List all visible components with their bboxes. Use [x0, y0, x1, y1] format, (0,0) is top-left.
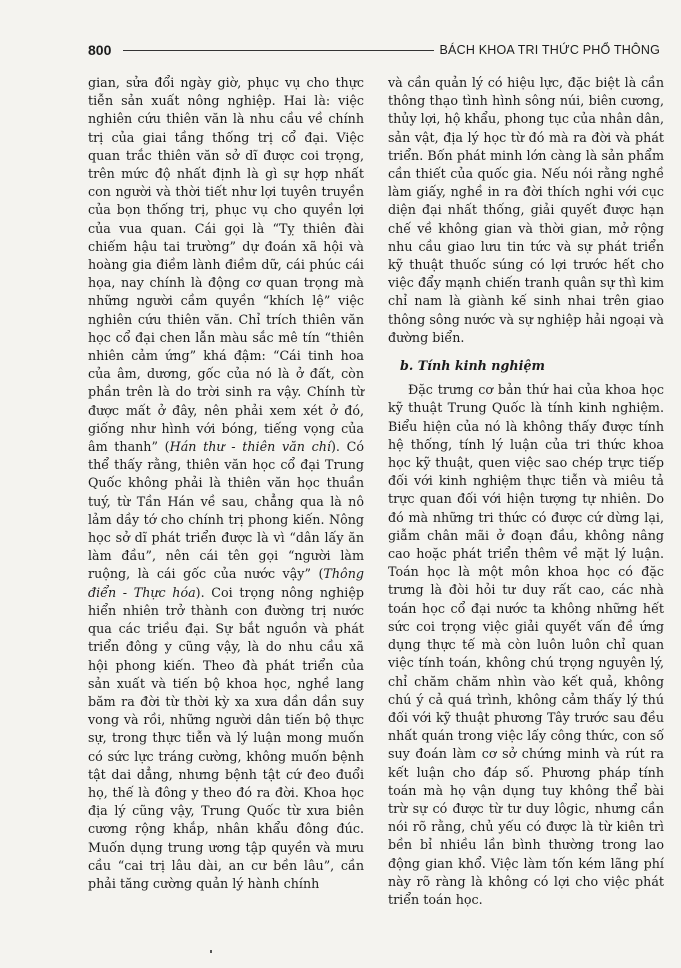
citation-italic: Hán thư - thiên văn chí	[169, 439, 331, 455]
right-paragraph: Đặc trưng cơ bản thứ hai của khoa học kỹ thuật Trung Quốc là tính kinh nghiệm. Biểu hiện của nó là không thấy được tính hệ thống, tính lý luận của tri thức khoa học kỹ thuật, quen việc sao chép trực tiếp đối với kinh nghiệm thực tiễn và miêu tả trực quan đối với hiện tượng tự nhiên. Do đó mà những tri thức có được cứ dừng lại, giẫm chân mãi ở đoạn đầu, không nâng cao hoặc phát triển thêm về mặt lý luận. Toán học là một môn khoa học có đặc trưng là đòi hỏi tư duy rất cao, các nhà toán học cổ đại nước ta không những hết sức coi trọng việc giải quyết vấn đề ứng dụng thực tế mà còn luôn luôn chỉ quan việc tính toán, không chú trọng nguyên lý, chỉ chăm chăm nhìn vào kết quả, không chú ý cả quá trình, không cảm thấy lý thú đối với kỹ thuật phương Tây trước sau đều nhất quán trong việc lấy công thức, con số suy đoán làm cơ sở chứng minh và rút ra kết luận cho đáp số. Phương pháp tính toán mà họ vận dụng tuy không thể bài trừ sự có được từ tư duy lôgic, nhưng cần nói rõ rằng, chủ yếu có được là từ kiên trì bền bỉ nhiều lần bình thường trong lao động gian khổ. Việc làm tốn kém lãng phí này rõ ràng là không có lợi cho việc phát triển toán học.	[388, 382, 664, 907]
left-paragraph	[88, 74, 364, 893]
scan-speck	[210, 950, 212, 953]
page-number: 800	[88, 42, 112, 58]
right-column	[388, 74, 664, 909]
left-column	[88, 74, 364, 893]
text-run: ). Có thể thấy rằng, thiên văn học cổ đại Trung Quốc không phải là thiên văn học thuần tuý, từ Tần Hán về sau, chẳng qua là nô lảm dầy tớ cho chính trị phong kiến. Nông học sở dĩ phát triển được là vì “dân lấy ăn làm đầu”, nên cái tên gọi “người làm ruộng, là cái gốc của nước vậy” (	[88, 439, 364, 582]
text-run: ). Coi trọng nông nghiệp hiển nhiên trở thành con đường trị nước qua các triều đại. Sự bắt nguồn và phát triển đông y cũng vậy, là do nhu cầu xã hội phong kiến. Theo đà phát triển của sản xuất và tiến bộ khoa học, nghề lang băm ra đời từ thời kỳ xa xưa dần dần suy vong và rồi, những người dân tiến bộ thực sự, trong thực tiễn và lý luận mong muốn có sức lực tráng cường, không muốn bệnh tật dai dẳng, nhưng bệnh tật cứ đeo đuổi họ, thế là đông y theo đó ra đời. Khoa học địa lý cũng vậy, Trung Quốc từ xưa biên cương rộng khắp, nhân khẩu đông đúc. Muốn dụng trung ương tập quyền và mưu cầu “cai trị lâu dài, an cư bền lâu”, cần phải tăng cường quản lý hành chính	[88, 584, 364, 891]
section-heading: b. Tính kinh nghiệm	[400, 358, 545, 374]
running-title: BÁCH KHOA TRI THỨC PHỔ THÔNG	[439, 43, 660, 57]
text-run: gian, sửa đổi ngày giờ, phục vụ cho thực tiễn sản xuất nông nghiệp. Hai là: việc nghiên cứu thiên văn là nhu cầu về chính trị của giai tầng thống trị cổ đại. Việc quan trắc thiên văn sở dĩ được coi trọng, trên mức độ nhất định là gì sự hợp nhất con người và thời tiết như lợi tuyên truyền của bọn thống trị, phục vụ cho quyền lợi của vua quan. Cái gọi là “Tỵ thiên đài chiếm hậu tai trường” dự đoán xã hội và hoàng gia điềm lành điềm dữ, cái phúc cái họa, nay chính là động cơ quan trọng mà những người cầm quyền “khích lệ” việc nghiên cứu thiên văn. Chỉ trích thiên văn học cổ đại chen lẫn màu sắc mê tín “thiên nhiên cảm ứng” khá đậm: “Cái tinh hoa của âm, dương, gốc của nó là ở đất, còn phần trên là do trời sinh ra vậy. Chính từ được mất ở đây, nên phải xem xét ở đó, giống như hình với bóng, tiếng vọng của âm thanh” (	[88, 75, 364, 455]
citation-italic: Thông điển - Thực hóa	[88, 566, 364, 600]
page-header	[88, 42, 660, 58]
header-rule	[123, 50, 433, 51]
right-paragraph: và cần quản lý có hiệu lực, đặc biệt là cần thông thạo tình hình sông núi, biên cương, thủy lợi, hộ khẩu, phong tục của nhân dân, sản vật, địa lý học từ đó mà ra đời và phát triển. Bốn phát minh lớn càng là sản phẩm cần thiết của quốc gia. Nếu nói rằng nghề làm giấy, nghề in ra đời thích nghi với cục diện đại nhất thống, giải quyết được hạn chế về không gian và thời gian, mở rộng nhu cầu giao lưu tin tức và sự phát triển kỹ thuật thuốc súng có lợi trước hết cho việc đẩy mạnh chiến tranh quân sự thì kim chỉ nam là giành kế sinh nhai trên giao thông sông nước và sự nghiệp hải ngoại và đường biển.	[388, 75, 664, 345]
